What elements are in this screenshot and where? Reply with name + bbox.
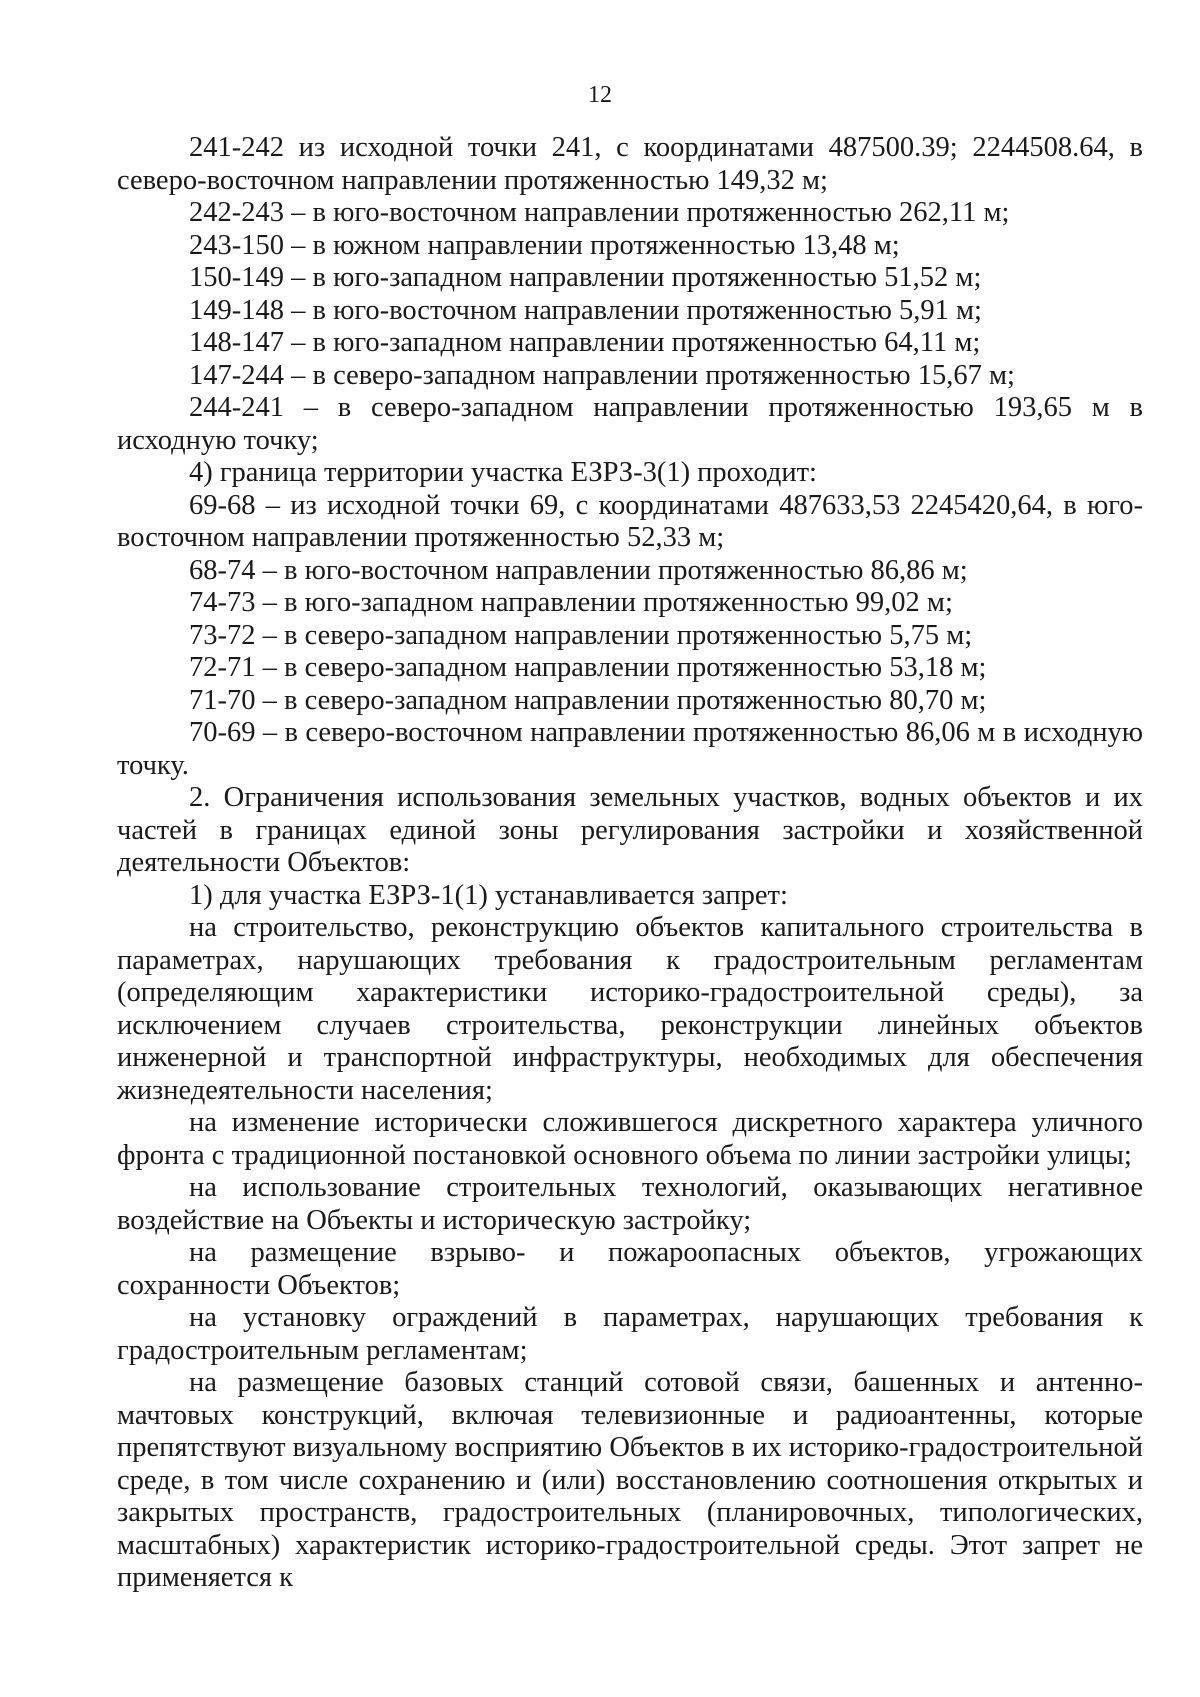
paragraph: 70-69 – в северо-восточном направлении протяженностью 86,06 м в исходную точку.	[117, 717, 1143, 781]
paragraph: на размещение базовых станций сотовой связи, башенных и антенно-мачтовых конструкций, включая телевизионные и радиоантенны, которые препятствуют визуальному восприятию Объектов в их историко-градостроительной среде, в том числе сохранению и (или) восстановлению соотношения открытых и закрытых пространств, градостроительных (планировочных, типологических, масштабных) характеристик историко-градостроительной среды. Этот запрет не применяется к	[117, 1367, 1143, 1593]
paragraph: 242-243 – в юго-восточном направлении протяженностью 262,11 м;	[189, 197, 1010, 228]
paragraph: 71-70 – в северо-западном направлении протяженностью 80,70 м;	[189, 684, 987, 716]
paragraph: 148-147 – в юго-западном направлении протяженностью 64,11 м;	[189, 327, 981, 358]
paragraph: 68-74 – в юго-восточном направлении протяженностью 86,86 м;	[189, 554, 968, 586]
paragraph: 4) граница территории участка ЕЗРЗ-3(1) проходит:	[189, 457, 817, 488]
paragraph: 73-72 – в северо-западном направлении протяженностью 5,75 м;	[189, 619, 973, 651]
paragraph: 243-150 – в южном направлении протяженностью 13,48 м;	[189, 229, 900, 261]
paragraph: 244-241 – в северо-западном направлении протяженностью 193,65 м в исходную точку;	[117, 392, 1143, 456]
paragraph: 149-148 – в юго-восточном направлении протяженностью 5,91 м;	[189, 294, 982, 326]
paragraph: 1) для участка ЕЗРЗ-1(1) устанавливается запрет:	[189, 879, 788, 911]
paragraph: 147-244 – в северо-западном направлении протяженностью 15,67 м;	[189, 359, 1015, 391]
paragraph: на использование строительных технологий, оказывающих негативное воздействие на Объекты и историческую застройку;	[117, 1172, 1143, 1236]
paragraph: 241-242 из исходной точки 241, с координатами 487500.39; 2244508.64, в северо-восточном направлении протяженностью 149,32 м;	[117, 132, 1143, 196]
paragraph: 74-73 – в юго-западном направлении протяженностью 99,02 м;	[189, 587, 953, 618]
page-number: 12	[588, 82, 612, 108]
paragraph: на размещение взрыво- и пожароопасных объектов, угрожающих сохранности Объектов;	[117, 1237, 1143, 1301]
paragraph: 69-68 – из исходной точки 69, с координатами 487633,53 2245420,64, в юго-восточном направлении протяженностью 52,33 м;	[117, 489, 1143, 553]
paragraph: на строительство, реконструкцию объектов капитального строительства в параметрах, нарушающих требования к градостроительным регламентам (определяющим характеристики историко-градостроительной среды), за исключением случаев строительства, реконструкции линейных объектов инженерной и транспортной инфраструктуры, необходимых для обеспечения жизнедеятельности населения;	[117, 912, 1143, 1106]
paragraph: 2. Ограничения использования земельных участков, водных объектов и их частей в границах единой зоны регулирования застройки и хозяйственной деятельности Объектов:	[117, 782, 1143, 878]
paragraph: 150-149 – в юго-западном направлении протяженностью 51,52 м;	[189, 262, 982, 293]
paragraph: на изменение исторически сложившегося дискретного характера уличного фронта с традиционной постановкой основного объема по линии застройки улицы;	[117, 1107, 1143, 1171]
paragraph: 72-71 – в северо-западном направлении протяженностью 53,18 м;	[189, 652, 987, 683]
document-body	[117, 132, 1143, 1595]
paragraph: на установку ограждений в параметрах, нарушающих требования к градостроительным регламентам;	[117, 1302, 1143, 1366]
